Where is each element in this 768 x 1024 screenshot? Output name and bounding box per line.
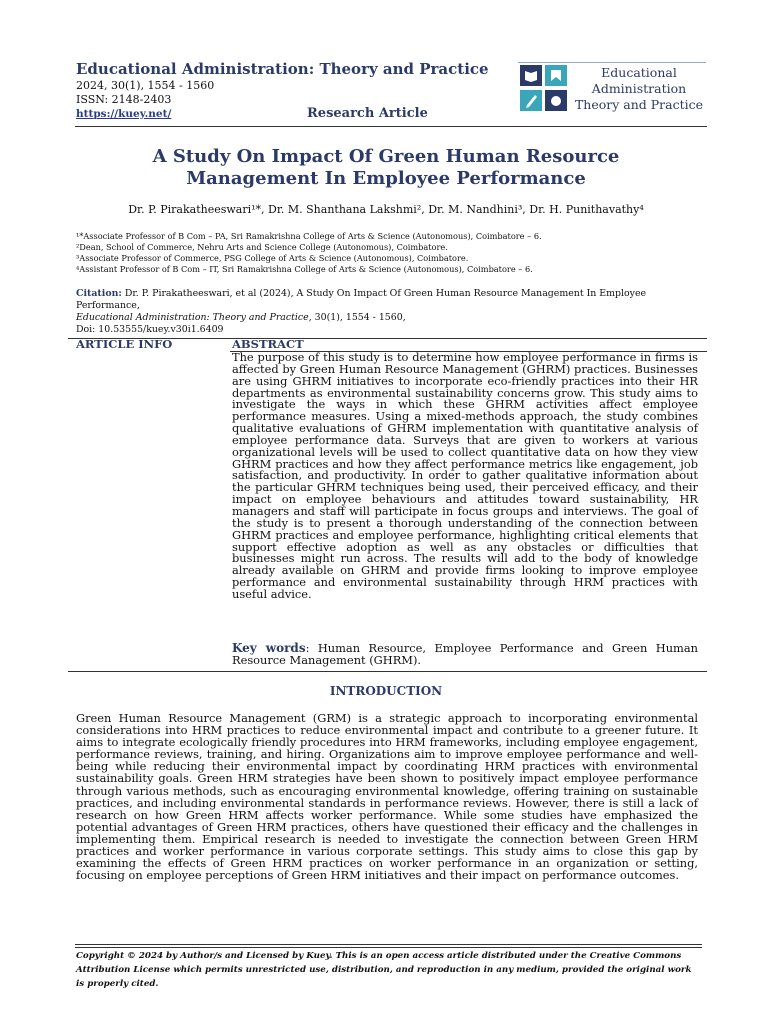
affiliation-2: ²Dean, School of Commerce, Nehru Arts and Science College (Autonomous), Coimbatore. xyxy=(76,242,448,252)
introduction-heading: INTRODUCTION xyxy=(329,684,443,698)
abstract-bottom-rule xyxy=(68,671,707,672)
paper-title-line-1: A Study On Impact Of Green Human Resource xyxy=(152,146,620,167)
paper-title-line-2: Management In Employee Performance xyxy=(186,168,586,189)
citation-block xyxy=(76,288,702,336)
citation-journal: Educational Administration: Theory and Practice xyxy=(76,312,309,323)
introduction-text: Green Human Resource Management (GRM) is a strategic approach to incorporating environmental considerations into HRM practices to reduce environmental impact and contribute to a greener future. It aims to integrate ecologically friendly procedures into HRM frameworks, including employee engagement, performance reviews, training, and hiring. Organizations aim to improve employee performance and well-being while reducing their environmental impact by coordinating HRM practices with environmental sustainability goals. Green HRM strategies have been shown to positively impact employee performance through various methods, such as encouraging environmental knowledge, offering training on sustainable practices, and including environmental standards in performance reviews. However, there is still a lack of research on how Green HRM affects worker performance. While some studies have emphasized the potential advantages of Green HRM practices, others have questioned their efficacy and the challenges in implementing them. Empirical research is needed to investigate the connection between Green HRM practices and worker performance in various corporate settings. This study aims to close this gap by examining the effects of Green HRM practices on worker performance in an organization or setting, focusing on employee perceptions of Green HRM initiatives and their impact on performance outcomes. xyxy=(76,711,698,883)
journal-volume: 2024, 30(1), 1554 - 1560 xyxy=(76,79,215,92)
journal-logo-icon xyxy=(520,65,570,113)
logo-text-line-3: Theory and Practice xyxy=(574,97,704,112)
journal-url-link[interactable]: https://kuey.net/ xyxy=(76,108,172,120)
logo-text-line-2: Administration xyxy=(591,81,687,96)
citation-label: Citation: xyxy=(76,288,122,299)
abstract-heading: ABSTRACT xyxy=(232,337,304,351)
journal-logo xyxy=(518,62,706,115)
footer-rule-2 xyxy=(75,947,702,948)
abstract-text: The purpose of this study is to determine how employee performance in firms is affected by Green Human Resource Management (GHRM) practices. Businesses are using GHRM initiatives to incorporate eco-friendly practices into their HR departments as environmental sustainability concerns grow. This study aims to investigate the ways in which these GHRM activities affect employee performance measures. Using a mixed-methods approach, the study combines qualitative evaluations of GHRM implementation with quantitative analysis of employee performance data. Surveys that are given to workers at various organizational levels will be used to collect quantitative data on how they view GHRM practices and how they affect performance metrics like engagement, job satisfaction, and productivity. In order to gather qualitative information about the particular GHRM techniques being used, their perceived efficacy, and their impact on employee behaviours and attitudes toward sustainability, HR managers and staff will participate in focus groups and interviews. The goal of the study is to present a thorough understanding of the connection between GHRM practices and employee performance, highlighting critical elements that support effective adoption as well as any obstacles or difficulties that businesses might run across. The results will add to the body of knowledge already available on GHRM and provide firms looking to improve employee performance and environmental sustainability through HRM practices with useful advice. xyxy=(232,350,698,601)
article-info-heading: ARTICLE INFO xyxy=(76,337,173,351)
keywords xyxy=(232,643,698,667)
logo-text-line-1: Educational xyxy=(601,65,677,80)
citation-doi: Doi: 10.53555/kuey.v30i1.6409 xyxy=(76,324,224,335)
copyright-notice: Copyright © 2024 by Author/s and Licensed by Kuey. This is an open access article distributed under the Creative Commons Attribution License which permits unrestricted use, distribution, and reproduction in any medium, provided the original work is properly cited. xyxy=(76,951,692,989)
affiliation-1: ¹*Associate Professor of B Com – PA, Sri Ramakrishna College of Arts & Science (Autonomous), Coimbatore – 6. xyxy=(76,231,542,241)
citation-rest: , 30(1), 1554 - 1560, xyxy=(308,312,406,323)
affiliation-3: ³Associate Professor of Commerce, PSG College of Arts & Science (Autonomous), Coimbatore. xyxy=(76,253,469,263)
author-list: Dr. P. Pirakatheeswari¹*, Dr. M. Shanthana Lakshmi², Dr. M. Nandhini³, Dr. H. Punithavathy⁴ xyxy=(128,203,644,216)
affiliation-4: ⁴Assistant Professor of B Com – IT, Sri Ramakrishna College of Arts & Science (Autonomous), Coimbatore – 6. xyxy=(76,264,533,274)
journal-issn: ISSN: 2148-2403 xyxy=(76,93,172,106)
keywords-label: Key words xyxy=(232,641,306,655)
citation-text: Dr. P. Pirakatheeswari, et al (2024), A Study On Impact Of Green Human Resource Management In Employee Performance, xyxy=(76,288,647,311)
header-divider xyxy=(75,126,707,127)
paper-title xyxy=(76,146,696,190)
keywords-text: : Human Resource, Employee Performance and Green Human Resource Management (GHRM). xyxy=(232,641,698,667)
footer-rule-1 xyxy=(75,944,702,945)
journal-title: Educational Administration: Theory and Practice xyxy=(76,60,489,78)
article-type-label: Research Article xyxy=(307,106,428,121)
